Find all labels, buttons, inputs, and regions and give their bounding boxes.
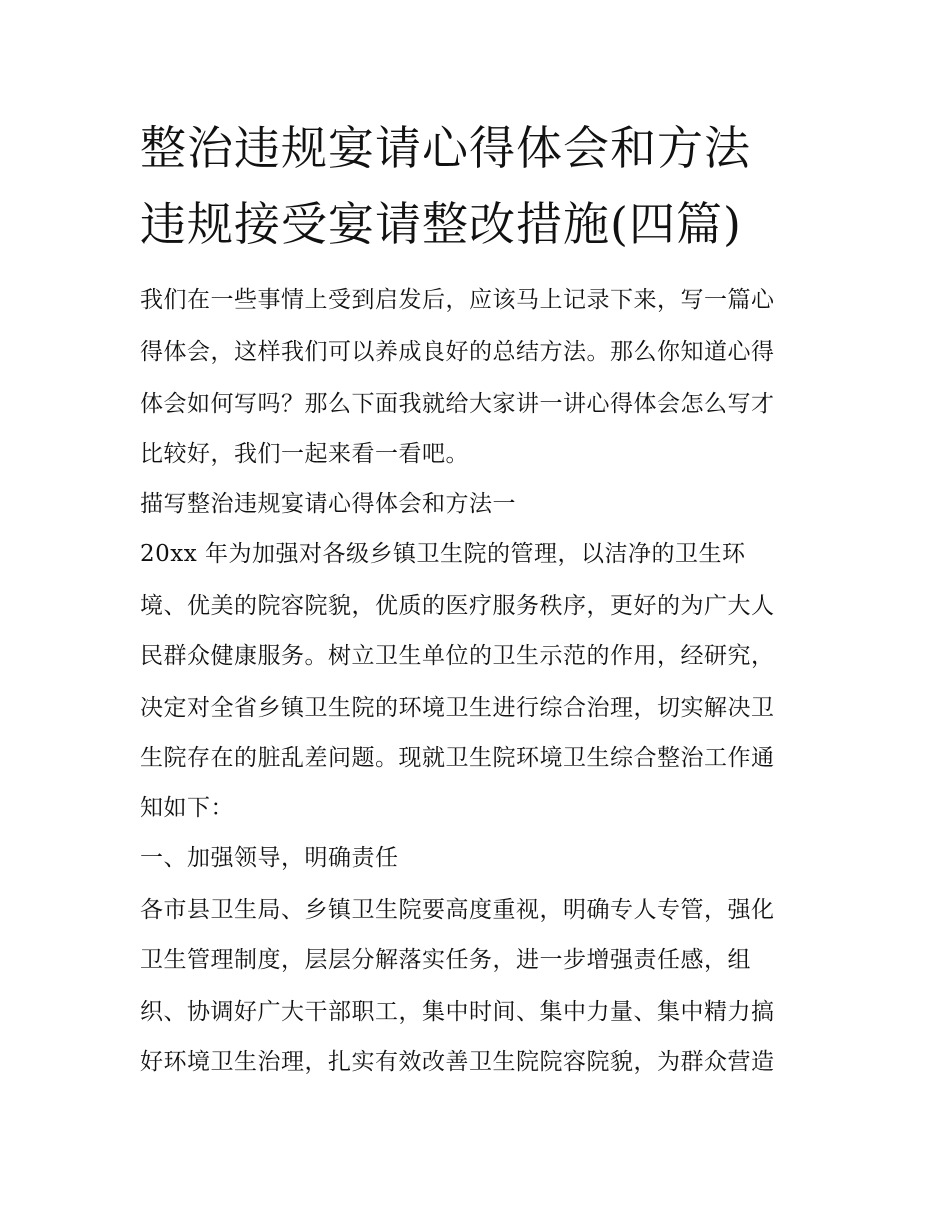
body-line-5: 生院存在的脏乱差问题。现就卫生院环境卫生综合整治工作通	[140, 745, 775, 771]
body-line-8: 卫生管理制度，层层分解落实任务，进一步增强责任感，组	[140, 947, 751, 973]
document-title-line-1: 整治违规宴请心得体会和方法	[140, 121, 751, 175]
subheading-1: 一、加强领导，明确责任	[140, 845, 399, 871]
body-line-1: 20xx 年为加强对各级乡镇卫生院的管理，以洁净的卫生环	[140, 541, 746, 567]
body-line-2: 境、优美的院容院貌，优质的医疗服务秩序，更好的为广大人	[140, 593, 775, 619]
section-heading: 描写整治违规宴请心得体会和方法一	[140, 491, 516, 517]
intro-line-2: 得体会，这样我们可以养成良好的总结方法。那么你知道心得	[140, 339, 775, 365]
document-title-line-2: 违规接受宴请整改措施(四篇)	[140, 197, 742, 251]
intro-line-4: 比较好，我们一起来看一看吧。	[140, 441, 469, 467]
body-line-10: 好环境卫生治理，扎实有效改善卫生院院容院貌，为群众营造	[140, 1049, 775, 1075]
body-line-3: 民群众健康服务。树立卫生单位的卫生示范的作用，经研究，	[140, 643, 775, 669]
body-line-4: 决定对全省乡镇卫生院的环境卫生进行综合治理，切实解决卫	[140, 695, 775, 721]
body-line-6: 知如下：	[140, 795, 234, 821]
intro-line-1: 我们在一些事情上受到启发后，应该马上记录下来，写一篇心	[140, 287, 775, 313]
intro-line-3: 体会如何写吗？那么下面我就给大家讲一讲心得体会怎么写才	[140, 391, 775, 417]
body-line-9: 织、协调好广大干部职工，集中时间、集中力量、集中精力搞	[140, 999, 775, 1025]
body-line-7: 各市县卫生局、乡镇卫生院要高度重视，明确专人专管，强化	[140, 897, 775, 923]
